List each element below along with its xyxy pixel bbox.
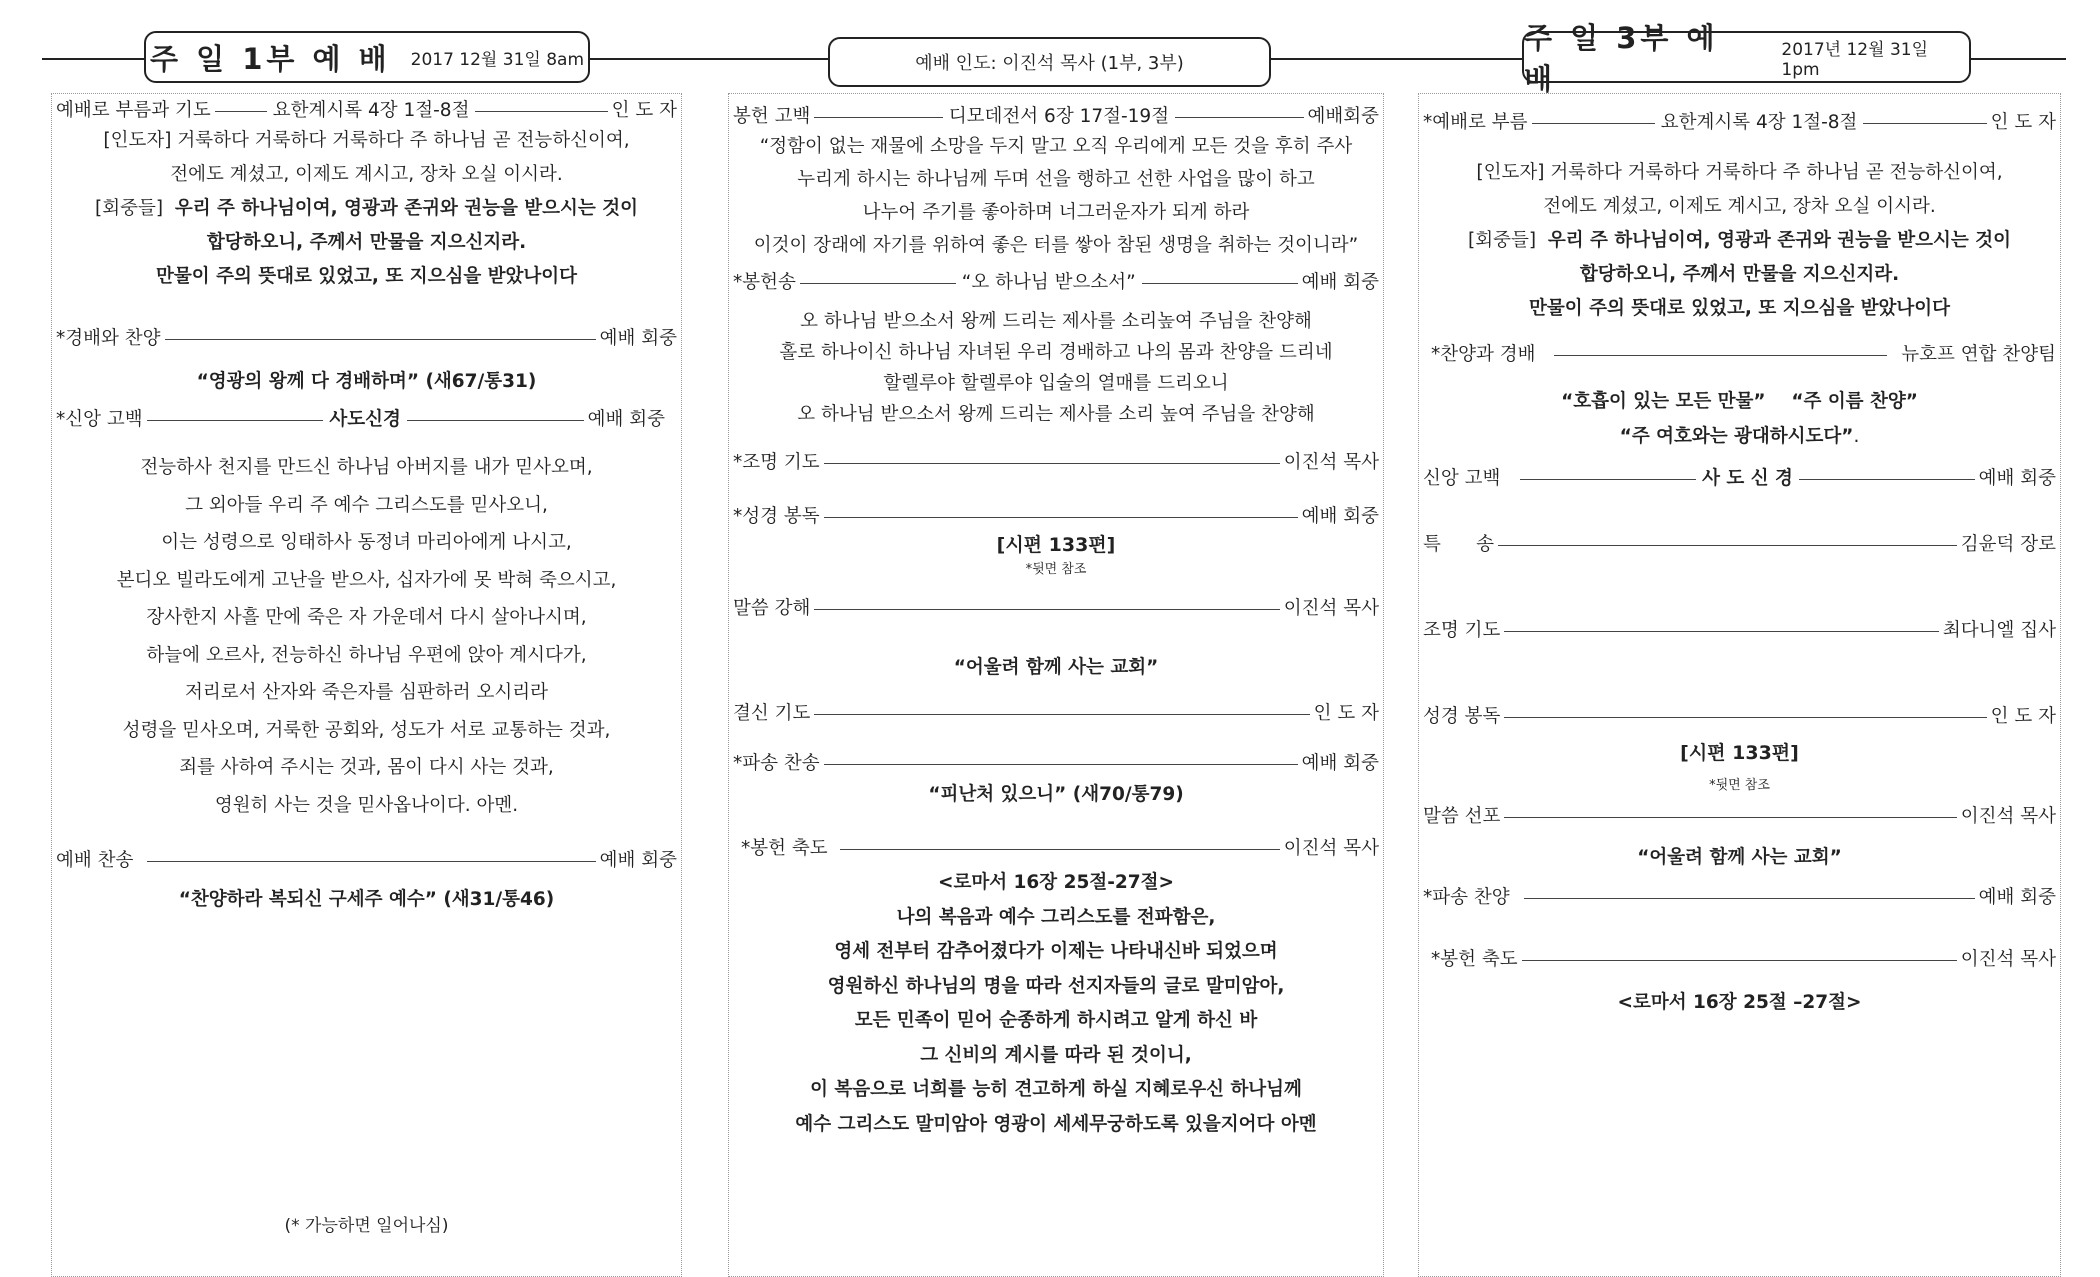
header-service-1 bbox=[144, 31, 590, 83]
offering-confession-text: “정함이 없는 재물에 소망을 두지 말고 오직 우리에게 모든 것을 후히 주사 누리게 하시는 하나님께 두며 선을 행하고 선한 사업을 많이 하고 나누어 주기를 좋아하며 너그러운자가 되게 하라 이것이 장래에 자기를 위하여 좋은 터를 쌓아 참된 생명을 취하는 것이니라” bbox=[753, 136, 1359, 256]
service-1-column bbox=[51, 93, 682, 1277]
offertory-row: *봉헌송 “오 하나님 받으소서” 예배 회중 bbox=[733, 272, 1379, 293]
service-center-column bbox=[728, 93, 1384, 1277]
service-3-title: 주 일 3부 예 배 bbox=[1524, 21, 1719, 96]
sending-hymn-song: “피난처 있으니” (새70/통79) bbox=[928, 784, 1184, 805]
scripture-note-3: *뒷면 참조 bbox=[1709, 778, 1770, 793]
sermon-title: “어울려 함께 사는 교회” bbox=[953, 657, 1159, 678]
header-service-3 bbox=[1522, 21, 1971, 96]
decision-prayer-row: 결신 기도 인 도 자 bbox=[733, 703, 1379, 724]
scripture-note: *뒷면 참조 bbox=[1025, 562, 1087, 577]
header-leader bbox=[828, 37, 1271, 87]
service-1-title: 주 일 1부 예 배 bbox=[149, 41, 391, 76]
call-to-worship-row-3: *예배로 부름 요한계시록 4장 1절-8절 인 도 자 bbox=[1423, 112, 2056, 133]
service-3-date: 2017년 12월 31일 1pm bbox=[1781, 39, 1928, 80]
header-rule-right bbox=[1970, 58, 2066, 60]
service-1-date: 2017 12월 31일 8am bbox=[410, 49, 585, 70]
offering-confession-row: 봉헌 고백 디모데전서 6장 17절-19절 예배회중 bbox=[733, 106, 1379, 127]
creed-row: *신앙 고백 사도신경 예배 회중 bbox=[56, 409, 666, 430]
illumination-prayer-row: *조명 기도 이진석 목사 bbox=[733, 452, 1379, 473]
stand-note: (* 가능하면 일어나심) bbox=[284, 1216, 449, 1236]
benediction-row-3: *봉헌 축도 이진석 목사 bbox=[1431, 949, 2056, 970]
praise-song-3: “주 여호와는 광대하시도다”. bbox=[1619, 426, 1860, 447]
offertory-lyrics: 오 하나님 받으소서 왕께 드리는 제사를 소리높여 주님을 찬양해 홀로 하나이신 하나님 자녀된 우리 경배하고 나의 몸과 찬양을 드리네 할렐루야 할렐루야 입술의 열매를 드리오니 오 하나님 받으소서 왕께 드리는 제사를 소리 높여 주님을 찬양해 bbox=[779, 311, 1333, 425]
hymn-song: “찬양하라 복되신 구세주 예수” (새31/통46) bbox=[178, 889, 555, 910]
sending-hymn-row: *파송 찬송 예배 회중 bbox=[733, 753, 1379, 774]
praise-songs: “호흡이 있는 모든 만물” “주 이름 찬양” bbox=[1561, 391, 1918, 412]
scripture-ref: [시편 133편] bbox=[996, 534, 1116, 556]
worship-praise-row: *경배와 찬양 예배 회중 bbox=[56, 328, 677, 349]
benediction-text: <로마서 16장 25절-27절> 나의 복음과 예수 그리스도를 전파함은, 영세 전부터 감추어졌다가 이제는 나타내신바 되었으며 영원하신 하나님의 명을 따라 선지자들의 글로 말미암아, 모든 민족이 믿어 순종하게 하시려고 알게 하신 바 그 신비의 계시를 따라 된 것이니, 이 복음으로 너희를 능히 견고하게 하실 지혜로우신 하나님께 예수 그리스도 말미암아 영광이 세세무궁하도록 있을지어다 아멘 bbox=[795, 872, 1317, 1135]
praise-worship-row: *찬양과 경배 뉴호프 연합 찬양팀 bbox=[1431, 344, 2056, 365]
creed-row-3: 신앙 고백 사 도 신 경 예배 회중 bbox=[1423, 468, 2056, 489]
illumination-prayer-row-3: 조명 기도 최다니엘 집사 bbox=[1423, 620, 2056, 641]
apostles-creed-text: 전능하사 천지를 만드신 하나님 아버지를 내가 믿사오며, 그 외아들 우리 주 예수 그리스도를 믿사오니, 이는 성령으로 잉태하사 동정녀 마리아에게 나시고, 본디오 빌라도에게 고난을 받으사, 십자가에 못 박혀 죽으시고, 장사한지 사흘 만에 죽은 자 가운데서 다시 살아나시며, 하늘에 오르사, 전능하신 하나님 우편에 앉아 계시다가, 저리로서 산자와 죽은자를 심판하러 오시리라 성령을 믿사오며, 거룩한 공회와, 성도가 서로 교통하는 것과, 죄를 사하여 주시는 것과, 몸이 다시 사는 것과, 영원히 사는 것을 믿사옵나이다. 아멘. bbox=[116, 457, 617, 816]
worship-leader: 예배 인도: 이진석 목사 (1부, 3부) bbox=[915, 53, 1184, 74]
worship-song: “영광의 왕께 다 경배하며” (새67/통31) bbox=[196, 371, 537, 392]
responsive-reading-3: [인도자] 거룩하다 거룩하다 거룩하다 주 하나님 곧 전능하신이여, 전에도 계셨고, 이제도 계시고, 장차 오실 이시라. [회중들] 우리 주 하나님이여, 영광과 존귀와 권능을 받으시는 것이 합당하오니, 주께서 만물을 지으신지라. 만물이 주의 뜻대로 있었고, 또 지으심을 받았나이다 bbox=[1468, 162, 2011, 319]
sermon-row: 말씀 강해 이진석 목사 bbox=[733, 598, 1379, 619]
sending-hymn-row-3: *파송 찬양 예배 회중 bbox=[1423, 887, 2056, 908]
benediction-ref-3: <로마서 16장 25절 –27절> bbox=[1617, 992, 1862, 1013]
header-rule-left bbox=[42, 58, 146, 60]
sermon-title-3: “어울려 함께 사는 교회” bbox=[1637, 847, 1842, 868]
scripture-ref-3: [시편 133편] bbox=[1680, 742, 1799, 764]
service-3-column bbox=[1418, 93, 2061, 1277]
header-rule-mid-right bbox=[1270, 58, 1523, 60]
hymn-row: 예배 찬송 예배 회중 bbox=[56, 850, 677, 871]
header-rule-mid-left bbox=[589, 58, 829, 60]
special-song-row: 특 송 김윤덕 장로 bbox=[1423, 534, 2056, 555]
call-to-worship-row: 예배로 부름과 기도 요한계시록 4장 1절-8절 인 도 자 bbox=[56, 100, 677, 121]
scripture-reading-row: *성경 봉독 예배 회중 bbox=[733, 506, 1379, 527]
sermon-row-3: 말씀 선포 이진석 목사 bbox=[1423, 806, 2056, 827]
benediction-row: *봉헌 축도 이진석 목사 bbox=[741, 838, 1379, 859]
responsive-reading: [인도자] 거룩하다 거룩하다 거룩하다 주 하나님 곧 전능하신이여, 전에도 계셨고, 이제도 계시고, 장차 오실 이시라. [회중들] 우리 주 하나님이여, 영광과 존귀와 권능을 받으시는 것이 합당하오니, 주께서 만물을 지으신지라. 만물이 주의 뜻대로 있었고, 또 지으심을 받았나이다 bbox=[95, 130, 638, 287]
scripture-reading-row-3: 성경 봉독 인 도 자 bbox=[1423, 706, 2056, 727]
